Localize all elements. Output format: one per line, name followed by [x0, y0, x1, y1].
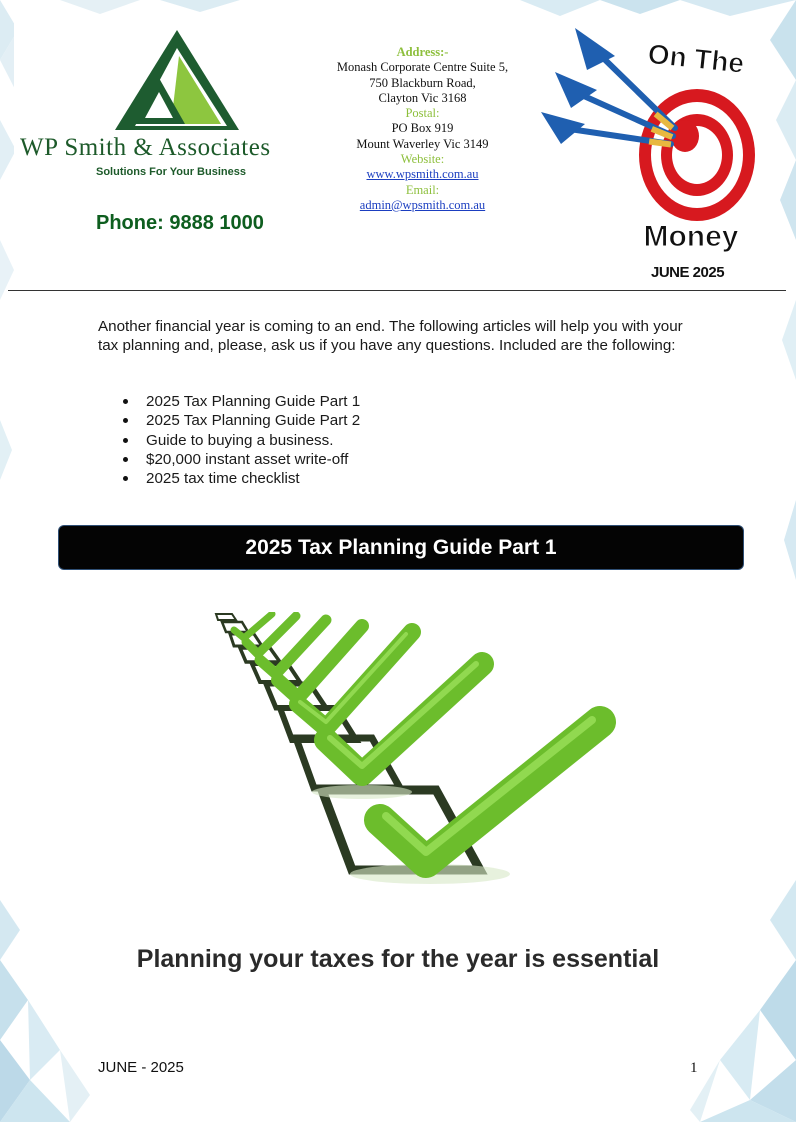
footer-date: JUNE - 2025 — [98, 1059, 184, 1076]
firm-name: WP Smith & Associates — [20, 134, 271, 161]
newsletter-title-bottom: Money — [643, 220, 739, 253]
list-item: 2025 Tax Planning Guide Part 2 — [98, 411, 360, 430]
article-list — [98, 392, 360, 488]
intro-paragraph: Another financial year is coming to an end. The following articles will help you with your tax planning and, please, ask us if you have any questions. Included are the following: — [98, 318, 683, 354]
address-line: Monash Corporate Centre Suite 5, — [336, 60, 509, 75]
email-label: Email: — [405, 182, 440, 197]
list-item: Guide to buying a business. — [98, 431, 360, 450]
address-line: Clayton Vic 3168 — [378, 90, 467, 105]
list-item: 2025 tax time checklist — [98, 469, 360, 488]
website-link[interactable]: www.wpsmith.com.au — [366, 167, 479, 182]
website-label: Website: — [400, 152, 445, 167]
newsletter-title-top: On The — [646, 38, 746, 80]
postal-line: Mount Waverley Vic 3149 — [356, 136, 489, 151]
contact-block — [310, 45, 535, 213]
company-logo — [14, 22, 336, 182]
triangle-logo-icon — [109, 26, 244, 134]
email-link[interactable]: admin@wpsmith.com.au — [359, 197, 486, 212]
header-divider — [8, 290, 786, 291]
firm-tagline: Solutions For Your Business — [96, 166, 246, 178]
checklist-checkmarks-image — [100, 612, 625, 908]
list-item: $20,000 instant asset write-off — [98, 450, 360, 469]
address-line: 750 Blackburn Road, — [369, 75, 476, 90]
page-number: 1 — [690, 1060, 698, 1076]
list-item: 2025 Tax Planning Guide Part 1 — [98, 392, 360, 411]
issue-date: JUNE 2025 — [651, 264, 725, 281]
phone-number: Phone: 9888 1000 — [96, 212, 264, 234]
on-the-money-logo — [535, 20, 770, 260]
section-banner: 2025 Tax Planning Guide Part 1 — [59, 526, 743, 569]
postal-line: PO Box 919 — [391, 121, 454, 136]
address-label: Address:- — [396, 45, 449, 59]
postal-label: Postal: — [405, 106, 440, 121]
section-headline: Planning your taxes for the year is essential — [136, 945, 660, 973]
